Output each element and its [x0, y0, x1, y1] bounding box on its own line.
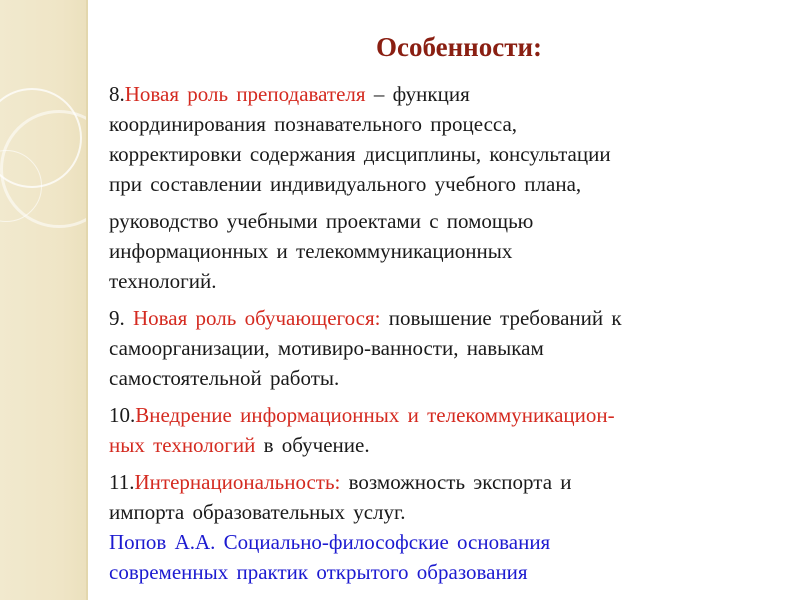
item-highlight: Новая роль преподавателя: [124, 82, 366, 106]
item-highlight: Интернациональность:: [134, 470, 341, 494]
item-highlight: Внедрение информационных и телекоммуникацион-: [135, 403, 615, 427]
reference-text: Попов А.А. Социально-философские основания: [109, 530, 551, 554]
item-number: 8.: [109, 82, 125, 106]
item-number: 10.: [109, 403, 136, 427]
slide-content: [109, 79, 769, 594]
item-10: [109, 400, 769, 460]
item-text: самоорганизации, мотивиро-ванности, навыкам: [109, 336, 544, 360]
item-11: [109, 467, 769, 527]
slide-title: Особенности:: [375, 32, 543, 62]
item-text: в обучение.: [255, 433, 370, 457]
item-text: импорта образовательных услуг.: [109, 500, 406, 524]
item-text: координирования познавательного процесса,: [109, 112, 518, 136]
item-highlight: Новая роль обучающегося:: [133, 306, 381, 330]
item-highlight: ных технологий: [109, 433, 256, 457]
item-9: [109, 303, 769, 393]
reference-text: современных практик открытого образования: [109, 560, 528, 584]
item-text: самостоятельной работы.: [109, 366, 340, 390]
item-text: технологий.: [109, 269, 217, 293]
item-text: корректировки содержания дисциплины, консультации: [109, 142, 611, 166]
item-text: при составлении индивидуального учебного плана,: [109, 172, 582, 196]
item-text-line: [109, 430, 769, 460]
item-text: возможность экспорта и: [340, 470, 572, 494]
item-text: информационных и телекоммуникационных: [109, 239, 513, 263]
item-number: 11.: [109, 470, 135, 494]
item-number: 9.: [109, 306, 133, 330]
item-text: повышение требований к: [380, 306, 622, 330]
reference: [109, 527, 769, 587]
item-text: – функция: [365, 82, 470, 106]
decorative-side-panel: [0, 0, 88, 600]
item-8-continued: [109, 206, 769, 296]
item-8: [109, 79, 769, 199]
side-divider: [86, 0, 88, 600]
item-text: руководство учебными проектами с помощью: [109, 209, 534, 233]
